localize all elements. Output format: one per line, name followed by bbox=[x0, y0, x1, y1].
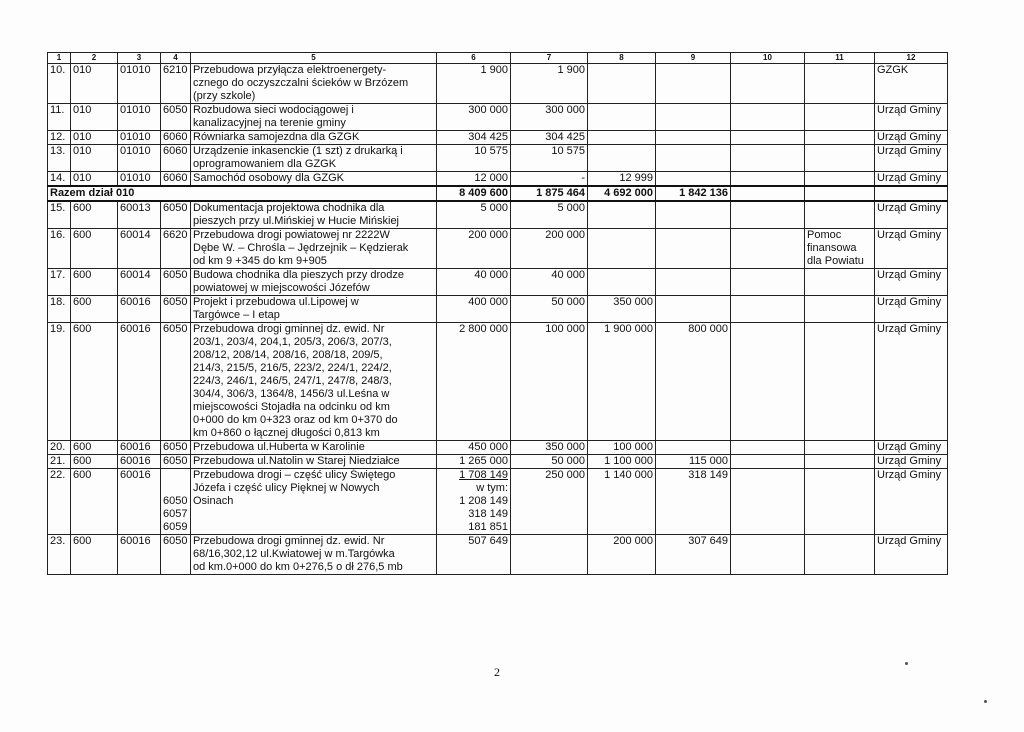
table-cell: Rozbudowa sieci wodociągowej i kanalizacyjnej na terenie gminy bbox=[191, 104, 437, 131]
summary-value: 1 842 136 bbox=[656, 186, 731, 201]
table-cell: 40 000 bbox=[511, 269, 588, 296]
table-cell: 22. bbox=[48, 469, 71, 535]
table-cell: Urząd Gminy bbox=[875, 145, 948, 172]
table-row bbox=[48, 455, 948, 469]
table-cell: Urząd Gminy bbox=[875, 104, 948, 131]
table-cell: Przebudowa przyłącza elektroenergety- cznego do oczyszczalni ścieków w Brzózem (przy szkole) bbox=[191, 64, 437, 104]
table-cell bbox=[588, 201, 656, 229]
table-row bbox=[48, 269, 948, 296]
table-cell: 6050 bbox=[161, 535, 191, 575]
table-cell: Przebudowa ul.Natolin w Starej Niedziałce bbox=[191, 455, 437, 469]
table-cell bbox=[805, 131, 875, 145]
table-cell: 1 900 bbox=[511, 64, 588, 104]
table-cell bbox=[875, 186, 948, 201]
table-cell bbox=[731, 469, 805, 535]
table-cell: 350 000 bbox=[588, 296, 656, 323]
table-cell bbox=[805, 201, 875, 229]
table-cell: 6060 bbox=[161, 145, 191, 172]
table-cell: Projekt i przebudowa ul.Lipowej w Targówce – I etap bbox=[191, 296, 437, 323]
table-cell: Przebudowa drogi – część ulicy Świętego Józefa i część ulicy Pięknej w Nowych Osinach bbox=[191, 469, 437, 535]
table-cell bbox=[731, 323, 805, 441]
table-cell: 200 000 bbox=[437, 229, 511, 269]
table-cell: 01010 bbox=[118, 172, 161, 187]
table-cell: 2 800 000 bbox=[437, 323, 511, 441]
table-cell: 10. bbox=[48, 64, 71, 104]
table-cell: 600 bbox=[71, 201, 118, 229]
table-cell: 15. bbox=[48, 201, 71, 229]
table-cell: 50 000 bbox=[511, 455, 588, 469]
table-cell: 1 265 000 bbox=[437, 455, 511, 469]
table-cell: Urząd Gminy bbox=[875, 296, 948, 323]
table-cell: 6050 bbox=[161, 455, 191, 469]
table-row bbox=[48, 145, 948, 172]
summary-value: 4 692 000 bbox=[588, 186, 656, 201]
table-cell: 600 bbox=[71, 269, 118, 296]
table-cell: Urząd Gminy bbox=[875, 201, 948, 229]
column-number: 7 bbox=[511, 53, 588, 64]
table-cell bbox=[656, 145, 731, 172]
table-cell: 6050 bbox=[161, 296, 191, 323]
table-cell bbox=[731, 172, 805, 187]
table-cell: 12 999 bbox=[588, 172, 656, 187]
table-cell: 100 000 bbox=[511, 323, 588, 441]
table-cell: Urząd Gminy bbox=[875, 229, 948, 269]
table-cell: 6050 bbox=[161, 201, 191, 229]
table-cell bbox=[656, 229, 731, 269]
table-cell: 010 bbox=[71, 131, 118, 145]
table-cell: 200 000 bbox=[511, 229, 588, 269]
table-cell: Przebudowa drogi gminnej dz. ewid. Nr 203/1, 203/4, 204,1, 205/3, 206/3, 207/3, 208/12, 208/14, 208/16, 208/18, 209/5, 214/3, 215/5, 216/5, 223/2, 224/1, 224/2, 224/3, 246/1, 246/5, 247/1, 247/8, 248/3, 304/4, 306/3, 1364/8, 1456/3 ul.Leśna w miejscowości Stojadła na odcinku od km 0+000 do km 0+323 oraz od km 0+370 do km 0+860 o łącznej długości 0,813 km bbox=[191, 323, 437, 441]
table-cell bbox=[731, 441, 805, 455]
breakdown-values: w tym: 1 208 149 318 149 181 851 bbox=[459, 482, 508, 533]
table-row bbox=[48, 441, 948, 455]
table-cell bbox=[731, 455, 805, 469]
summary-value: 8 409 600 bbox=[437, 186, 511, 201]
table-cell: 12. bbox=[48, 131, 71, 145]
table-cell: 40 000 bbox=[437, 269, 511, 296]
table-cell: 507 649 bbox=[437, 535, 511, 575]
table-cell bbox=[805, 269, 875, 296]
table-cell: 304 425 bbox=[437, 131, 511, 145]
table-row bbox=[48, 229, 948, 269]
table-cell: 010 bbox=[71, 64, 118, 104]
table-cell bbox=[656, 296, 731, 323]
table-cell: 19. bbox=[48, 323, 71, 441]
table-cell: 10 575 bbox=[511, 145, 588, 172]
table-cell: 010 bbox=[71, 104, 118, 131]
total-value: 1 708 149 bbox=[459, 469, 508, 481]
table-cell: 6050 bbox=[161, 441, 191, 455]
table-cell: Samochód osobowy dla GZGK bbox=[191, 172, 437, 187]
table-cell: 16. bbox=[48, 229, 71, 269]
table-cell: 6050 6057 6059 bbox=[161, 469, 191, 535]
table-cell: 6060 bbox=[161, 131, 191, 145]
table-cell: 250 000 bbox=[511, 469, 588, 535]
table-cell: Urząd Gminy bbox=[875, 172, 948, 187]
table-cell: 60013 bbox=[118, 201, 161, 229]
table-cell: 01010 bbox=[118, 104, 161, 131]
table-cell: 600 bbox=[71, 455, 118, 469]
table-row bbox=[48, 535, 948, 575]
table-cell: 5 000 bbox=[511, 201, 588, 229]
table-cell: 115 000 bbox=[656, 455, 731, 469]
table-cell: 600 bbox=[71, 469, 118, 535]
table-cell bbox=[731, 104, 805, 131]
table-cell: Pomoc finansowa dla Powiatu bbox=[805, 229, 875, 269]
table-cell: 60014 bbox=[118, 269, 161, 296]
table-cell: 23. bbox=[48, 535, 71, 575]
table-cell: GZGK bbox=[875, 64, 948, 104]
table-cell: 300 000 bbox=[511, 104, 588, 131]
investment-table bbox=[47, 52, 948, 575]
table-cell bbox=[656, 172, 731, 187]
table-cell bbox=[805, 455, 875, 469]
column-number: 5 bbox=[191, 53, 437, 64]
table-row bbox=[48, 131, 948, 145]
scan-speck bbox=[984, 700, 987, 703]
table-cell: Urząd Gminy bbox=[875, 535, 948, 575]
header-row bbox=[48, 53, 948, 64]
table-cell bbox=[656, 131, 731, 145]
table-cell: 01010 bbox=[118, 145, 161, 172]
table-cell: Przebudowa drogi powiatowej nr 2222W Dębe W. – Chrośla – Jędrzejnik – Kędzierak od km 9 +345 do km 9+905 bbox=[191, 229, 437, 269]
table-row bbox=[48, 64, 948, 104]
table-cell: 300 000 bbox=[437, 104, 511, 131]
table-cell: 60016 bbox=[118, 296, 161, 323]
table-cell: 60016 bbox=[118, 323, 161, 441]
table-cell: 1 140 000 bbox=[588, 469, 656, 535]
table-cell bbox=[805, 145, 875, 172]
column-number: 4 bbox=[161, 53, 191, 64]
table-cell: 12 000 bbox=[437, 172, 511, 187]
table-cell: 60016 bbox=[118, 535, 161, 575]
column-number: 12 bbox=[875, 53, 948, 64]
table-cell: Urząd Gminy bbox=[875, 455, 948, 469]
table-cell: 5 000 bbox=[437, 201, 511, 229]
table-cell bbox=[588, 104, 656, 131]
summary-value: 1 875 464 bbox=[511, 186, 588, 201]
table-cell: Urząd Gminy bbox=[875, 469, 948, 535]
column-number: 10 bbox=[731, 53, 805, 64]
table-cell: 600 bbox=[71, 229, 118, 269]
table-cell: Urząd Gminy bbox=[875, 269, 948, 296]
table-cell: 60016 bbox=[118, 441, 161, 455]
table-cell: 600 bbox=[71, 441, 118, 455]
column-number: 8 bbox=[588, 53, 656, 64]
table-cell bbox=[805, 469, 875, 535]
table-cell: 304 425 bbox=[511, 131, 588, 145]
table-cell bbox=[511, 535, 588, 575]
table-cell: Dokumentacja projektowa chodnika dla pieszych przy ul.Mińskiej w Hucie Mińskiej bbox=[191, 201, 437, 229]
table-cell bbox=[805, 441, 875, 455]
table-cell: 450 000 bbox=[437, 441, 511, 455]
table-cell: 600 bbox=[71, 296, 118, 323]
table-cell bbox=[656, 269, 731, 296]
table-cell: - bbox=[511, 172, 588, 187]
table-cell: 1 900 bbox=[437, 64, 511, 104]
table-cell: 6210 bbox=[161, 64, 191, 104]
table-cell bbox=[805, 323, 875, 441]
page-number: 2 bbox=[494, 665, 500, 679]
table-cell bbox=[588, 269, 656, 296]
table-cell bbox=[805, 172, 875, 187]
column-number: 3 bbox=[118, 53, 161, 64]
table-cell: 800 000 bbox=[656, 323, 731, 441]
table-cell bbox=[731, 201, 805, 229]
table-cell: 20. bbox=[48, 441, 71, 455]
table-cell bbox=[805, 64, 875, 104]
table-cell: 13. bbox=[48, 145, 71, 172]
table-row bbox=[48, 104, 948, 131]
scan-speck bbox=[905, 662, 908, 665]
table-cell bbox=[731, 131, 805, 145]
table-cell bbox=[805, 104, 875, 131]
table-cell: 200 000 bbox=[588, 535, 656, 575]
table-cell bbox=[588, 229, 656, 269]
table-cell: 60014 bbox=[118, 229, 161, 269]
table-cell: Budowa chodnika dla pieszych przy drodze powiatowej w miejscowości Józefów bbox=[191, 269, 437, 296]
column-number: 2 bbox=[71, 53, 118, 64]
table-cell bbox=[437, 469, 511, 535]
table-cell: Urządzenie inkasenckie (1 szt) z drukarką i oprogramowaniem dla GZGK bbox=[191, 145, 437, 172]
table-cell: 6620 bbox=[161, 229, 191, 269]
table-cell: 010 bbox=[71, 145, 118, 172]
table-cell bbox=[805, 186, 875, 201]
column-number: 6 bbox=[437, 53, 511, 64]
table-cell: 21. bbox=[48, 455, 71, 469]
table-cell bbox=[588, 145, 656, 172]
table-row bbox=[48, 172, 948, 187]
table-cell bbox=[731, 229, 805, 269]
table-cell: 01010 bbox=[118, 64, 161, 104]
table-cell bbox=[731, 269, 805, 296]
table-cell bbox=[588, 131, 656, 145]
column-number: 11 bbox=[805, 53, 875, 64]
table-cell: 14. bbox=[48, 172, 71, 187]
table-cell: 60016 bbox=[118, 469, 161, 535]
table-cell: 600 bbox=[71, 535, 118, 575]
table-cell: 6060 bbox=[161, 172, 191, 187]
table-cell: 10 575 bbox=[437, 145, 511, 172]
table-cell: 6050 bbox=[161, 104, 191, 131]
table-cell bbox=[656, 441, 731, 455]
table-row bbox=[48, 296, 948, 323]
table-cell: Urząd Gminy bbox=[875, 441, 948, 455]
table-cell bbox=[731, 535, 805, 575]
table-cell: 307 649 bbox=[656, 535, 731, 575]
table-cell: 350 000 bbox=[511, 441, 588, 455]
table-cell bbox=[805, 296, 875, 323]
table-row bbox=[48, 323, 948, 441]
table-cell: 17. bbox=[48, 269, 71, 296]
table-cell bbox=[731, 296, 805, 323]
summary-label: Razem dział 010 bbox=[48, 186, 437, 201]
table-cell: Przebudowa ul.Huberta w Karolinie bbox=[191, 441, 437, 455]
table-cell: 18. bbox=[48, 296, 71, 323]
table-cell: Urząd Gminy bbox=[875, 131, 948, 145]
table-cell bbox=[731, 186, 805, 201]
table-cell bbox=[731, 64, 805, 104]
table-cell bbox=[805, 535, 875, 575]
table-cell: 1 100 000 bbox=[588, 455, 656, 469]
table-row bbox=[48, 469, 948, 535]
table-cell bbox=[731, 145, 805, 172]
table-cell: 400 000 bbox=[437, 296, 511, 323]
table-cell: Równiarka samojezdna dla GZGK bbox=[191, 131, 437, 145]
table-cell: 01010 bbox=[118, 131, 161, 145]
table-cell: 50 000 bbox=[511, 296, 588, 323]
table-cell: 010 bbox=[71, 172, 118, 187]
table-cell: 11. bbox=[48, 104, 71, 131]
table-row bbox=[48, 201, 948, 229]
table-cell bbox=[656, 64, 731, 104]
table-cell: 600 bbox=[71, 323, 118, 441]
table-cell: 60016 bbox=[118, 455, 161, 469]
table-cell bbox=[656, 104, 731, 131]
column-number: 9 bbox=[656, 53, 731, 64]
table-cell: 318 149 bbox=[656, 469, 731, 535]
table-cell: Urząd Gminy bbox=[875, 323, 948, 441]
table-cell bbox=[588, 64, 656, 104]
table-cell: 6050 bbox=[161, 323, 191, 441]
summary-row bbox=[48, 186, 948, 201]
table-cell: Przebudowa drogi gminnej dz. ewid. Nr 68/16,302,12 ul.Kwiatowej w m.Targówka od km.0+000 do km 0+276,5 o dł 276,5 mb bbox=[191, 535, 437, 575]
table-cell: 100 000 bbox=[588, 441, 656, 455]
table-cell: 1 900 000 bbox=[588, 323, 656, 441]
table-cell bbox=[656, 201, 731, 229]
table-cell: 6050 bbox=[161, 269, 191, 296]
column-number: 1 bbox=[48, 53, 71, 64]
